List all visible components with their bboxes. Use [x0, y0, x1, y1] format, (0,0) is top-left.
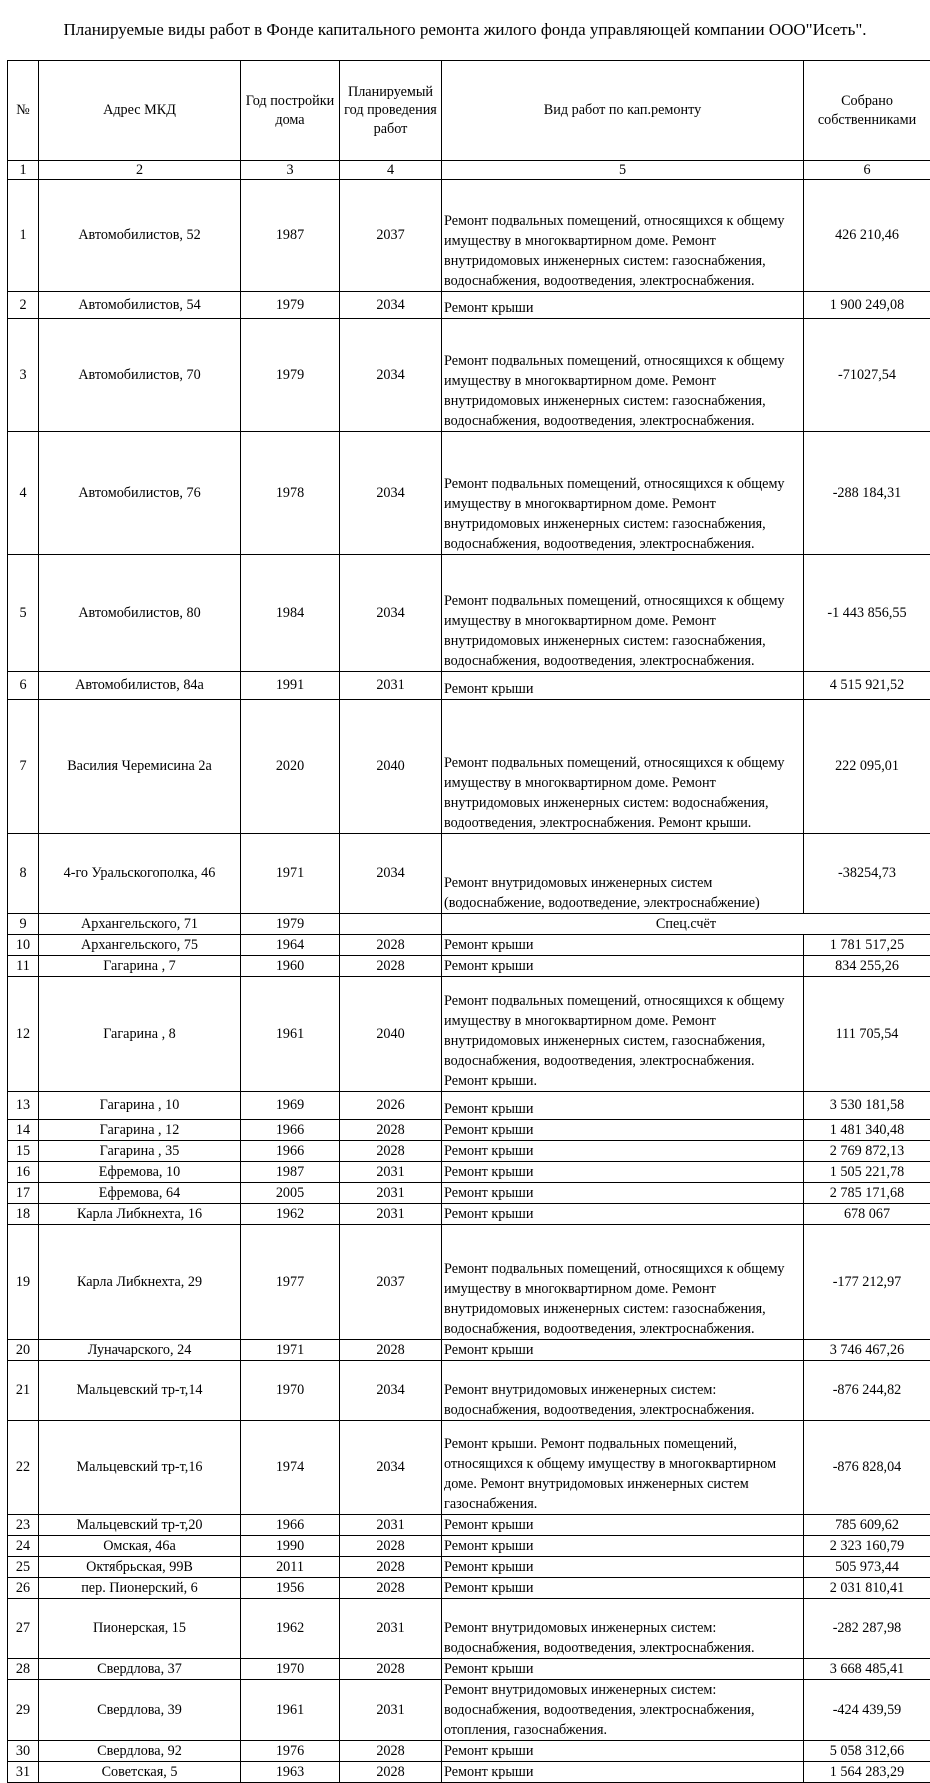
row-number: 1: [8, 180, 39, 292]
header-collected: Собрано собственниками: [804, 61, 930, 161]
column-number: 6: [804, 161, 930, 180]
collected-sum-cell: 4 515 921,52: [804, 672, 930, 700]
row-number: 18: [8, 1204, 39, 1225]
row-number: 11: [8, 956, 39, 977]
address-cell: Архангельского, 75: [39, 935, 241, 956]
work-type-cell: Ремонт крыши: [442, 1092, 804, 1120]
planned-year-cell: 2034: [340, 432, 442, 555]
work-type-cell: Ремонт крыши: [442, 1204, 804, 1225]
address-cell: Карла Либкнехта, 16: [39, 1204, 241, 1225]
planned-year-cell: 2034: [340, 292, 442, 319]
table-row: [8, 1120, 930, 1141]
row-number: 10: [8, 935, 39, 956]
table-row: [8, 180, 930, 292]
address-cell: пер. Пионерский, 6: [39, 1578, 241, 1599]
planned-year-cell: [340, 914, 442, 935]
collected-sum-cell: 2 769 872,13: [804, 1141, 930, 1162]
work-type-cell: Ремонт внутридомовых инженерных систем: водоснабжения, водоотведения, электроснабжения.: [442, 1361, 804, 1421]
address-cell: Мальцевский тр-т,16: [39, 1421, 241, 1515]
planned-year-cell: 2028: [340, 1578, 442, 1599]
table-row: [8, 1225, 930, 1340]
row-number: 23: [8, 1515, 39, 1536]
planned-year-cell: 2031: [340, 1183, 442, 1204]
year-built-cell: 1984: [241, 555, 340, 672]
table-row: [8, 1557, 930, 1578]
address-cell: Архангельского, 71: [39, 914, 241, 935]
table-row: [8, 977, 930, 1092]
planned-year-cell: 2040: [340, 977, 442, 1092]
work-type-cell: Ремонт крыши: [442, 1557, 804, 1578]
row-number: 21: [8, 1361, 39, 1421]
row-number: 28: [8, 1659, 39, 1680]
work-type-cell: Ремонт подвальных помещений, относящихся к общему имуществу в многоквартирном доме. Ремонт внутридомовых инженерных систем: водоснабжения, водоотведения, электроснабжения. Ремонт крыши.: [442, 700, 804, 834]
work-type-cell: Ремонт крыши: [442, 1162, 804, 1183]
work-type-cell: Ремонт подвальных помещений, относящихся к общему имуществу в многоквартирном доме. Ремонт внутридомовых инженерных систем: газоснабжения, водоснабжения, водоотведения, электроснабжения.: [442, 319, 804, 432]
header-row: [8, 61, 930, 161]
collected-sum-cell: -282 287,98: [804, 1599, 930, 1659]
collected-sum-cell: -876 828,04: [804, 1421, 930, 1515]
column-number-row: [8, 161, 930, 180]
planned-year-cell: 2031: [340, 1599, 442, 1659]
table-row: [8, 432, 930, 555]
work-type-cell: Ремонт подвальных помещений, относящихся к общему имуществу в многоквартирном доме. Ремонт внутридомовых инженерных систем: газоснабжения, водоснабжения, водоотведения, электроснабжения.: [442, 180, 804, 292]
address-cell: Автомобилистов, 84а: [39, 672, 241, 700]
address-cell: Свердлова, 39: [39, 1680, 241, 1741]
column-number: 5: [442, 161, 804, 180]
address-cell: Советская, 5: [39, 1762, 241, 1783]
address-cell: Гагарина , 12: [39, 1120, 241, 1141]
planned-year-cell: 2028: [340, 1762, 442, 1783]
table-row: [8, 1092, 930, 1120]
row-number: 16: [8, 1162, 39, 1183]
address-cell: 4-го Уральскогополка, 46: [39, 834, 241, 914]
collected-sum-cell: -1 443 856,55: [804, 555, 930, 672]
year-built-cell: 1956: [241, 1578, 340, 1599]
planned-year-cell: 2034: [340, 1361, 442, 1421]
year-built-cell: 1960: [241, 956, 340, 977]
table-row: [8, 1599, 930, 1659]
planned-year-cell: 2026: [340, 1092, 442, 1120]
row-number: 2: [8, 292, 39, 319]
address-cell: Гагарина , 10: [39, 1092, 241, 1120]
planned-year-cell: 2031: [340, 1515, 442, 1536]
collected-sum-cell: -71027,54: [804, 319, 930, 432]
row-number: 29: [8, 1680, 39, 1741]
collected-sum-cell: 1 505 221,78: [804, 1162, 930, 1183]
work-type-cell: Ремонт крыши. Ремонт подвальных помещений, относящихся к общему имуществу в многоквартирном доме. Ремонт внутридомовых инженерных систем газоснабжения.: [442, 1421, 804, 1515]
collected-sum-cell: 222 095,01: [804, 700, 930, 834]
column-number: 2: [39, 161, 241, 180]
year-built-cell: 1979: [241, 292, 340, 319]
address-cell: Гагарина , 7: [39, 956, 241, 977]
work-type-cell: Ремонт крыши: [442, 1659, 804, 1680]
year-built-cell: 1977: [241, 1225, 340, 1340]
year-built-cell: 1961: [241, 977, 340, 1092]
table-row: [8, 1515, 930, 1536]
row-number: 9: [8, 914, 39, 935]
collected-sum-cell: 1 481 340,48: [804, 1120, 930, 1141]
row-number: 25: [8, 1557, 39, 1578]
header-planned-year: Планируемый год проведения работ: [340, 61, 442, 161]
address-cell: Мальцевский тр-т,14: [39, 1361, 241, 1421]
work-type-cell: Ремонт крыши: [442, 956, 804, 977]
address-cell: Карла Либкнехта, 29: [39, 1225, 241, 1340]
collected-sum-cell: -424 439,59: [804, 1680, 930, 1741]
table-row: [8, 1183, 930, 1204]
table-row: [8, 1741, 930, 1762]
address-cell: Мальцевский тр-т,20: [39, 1515, 241, 1536]
work-type-cell: Ремонт крыши: [442, 1183, 804, 1204]
address-cell: Ефремова, 10: [39, 1162, 241, 1183]
address-cell: Луначарского, 24: [39, 1340, 241, 1361]
year-built-cell: 1990: [241, 1536, 340, 1557]
table-row: [8, 1659, 930, 1680]
row-number: 20: [8, 1340, 39, 1361]
year-built-cell: 1971: [241, 834, 340, 914]
column-number: 3: [241, 161, 340, 180]
collected-sum-cell: 3 668 485,41: [804, 1659, 930, 1680]
address-cell: Пионерская, 15: [39, 1599, 241, 1659]
planned-year-cell: 2028: [340, 935, 442, 956]
row-number: 14: [8, 1120, 39, 1141]
table-row: [8, 1578, 930, 1599]
year-built-cell: 1970: [241, 1659, 340, 1680]
work-type-cell: Ремонт крыши: [442, 672, 804, 700]
planned-year-cell: 2028: [340, 1741, 442, 1762]
table-row: [8, 1361, 930, 1421]
year-built-cell: 1970: [241, 1361, 340, 1421]
work-type-cell: Спец.счёт: [442, 914, 930, 935]
planned-year-cell: 2028: [340, 1120, 442, 1141]
table-row: [8, 1421, 930, 1515]
year-built-cell: 1962: [241, 1599, 340, 1659]
planned-year-cell: 2031: [340, 1204, 442, 1225]
table-row: [8, 834, 930, 914]
work-type-cell: Ремонт внутридомовых инженерных систем (водоснабжение, водоотведение, электроснабжение): [442, 834, 804, 914]
year-built-cell: 1966: [241, 1515, 340, 1536]
table-row: [8, 292, 930, 319]
row-number: 8: [8, 834, 39, 914]
collected-sum-cell: 2 031 810,41: [804, 1578, 930, 1599]
address-cell: Ефремова, 64: [39, 1183, 241, 1204]
row-number: 4: [8, 432, 39, 555]
collected-sum-cell: -177 212,97: [804, 1225, 930, 1340]
address-cell: Гагарина , 8: [39, 977, 241, 1092]
row-number: 19: [8, 1225, 39, 1340]
row-number: 26: [8, 1578, 39, 1599]
header-year-built: Год постройки дома: [241, 61, 340, 161]
planned-year-cell: 2037: [340, 180, 442, 292]
table-row: [8, 1340, 930, 1361]
collected-sum-cell: 1 564 283,29: [804, 1762, 930, 1783]
planned-year-cell: 2028: [340, 1536, 442, 1557]
planned-year-cell: 2028: [340, 956, 442, 977]
year-built-cell: 1979: [241, 914, 340, 935]
collected-sum-cell: 2 785 171,68: [804, 1183, 930, 1204]
year-built-cell: 1961: [241, 1680, 340, 1741]
header-no: №: [8, 61, 39, 161]
work-type-cell: Ремонт крыши: [442, 935, 804, 956]
work-type-cell: Ремонт подвальных помещений, относящихся к общему имуществу в многоквартирном доме. Ремонт внутридомовых инженерных систем: газоснабжения, водоснабжения, водоотведения, электроснабжения.: [442, 1225, 804, 1340]
header-address: Адрес МКД: [39, 61, 241, 161]
collected-sum-cell: -876 244,82: [804, 1361, 930, 1421]
year-built-cell: 1964: [241, 935, 340, 956]
work-type-cell: Ремонт внутридомовых инженерных систем: водоснабжения, водоотведения, электроснабжения, отопления, газоснабжения.: [442, 1680, 804, 1741]
collected-sum-cell: 2 323 160,79: [804, 1536, 930, 1557]
address-cell: Автомобилистов, 70: [39, 319, 241, 432]
work-type-cell: Ремонт подвальных помещений, относящихся к общему имуществу в многоквартирном доме. Ремонт внутридомовых инженерных систем, газоснабжения, водоснабжения, водоотведения, электроснабжения. Ремонт крыши.: [442, 977, 804, 1092]
year-built-cell: 1966: [241, 1141, 340, 1162]
address-cell: Автомобилистов, 76: [39, 432, 241, 555]
row-number: 15: [8, 1141, 39, 1162]
collected-sum-cell: 426 210,46: [804, 180, 930, 292]
work-type-cell: Ремонт подвальных помещений, относящихся к общему имуществу в многоквартирном доме. Ремонт внутридомовых инженерных систем: газоснабжения, водоснабжения, водоотведения, электроснабжения.: [442, 432, 804, 555]
address-cell: Автомобилистов, 52: [39, 180, 241, 292]
table-row: [8, 319, 930, 432]
table-row: [8, 700, 930, 834]
year-built-cell: 1978: [241, 432, 340, 555]
table-row: [8, 914, 930, 935]
year-built-cell: 1963: [241, 1762, 340, 1783]
row-number: 22: [8, 1421, 39, 1515]
work-type-cell: Ремонт крыши: [442, 1340, 804, 1361]
year-built-cell: 1987: [241, 180, 340, 292]
column-number: 1: [8, 161, 39, 180]
year-built-cell: 1969: [241, 1092, 340, 1120]
row-number: 27: [8, 1599, 39, 1659]
planned-year-cell: 2037: [340, 1225, 442, 1340]
table-row: [8, 956, 930, 977]
address-cell: Автомобилистов, 54: [39, 292, 241, 319]
header-work-type: Вид работ по кап.ремонту: [442, 61, 804, 161]
year-built-cell: 1962: [241, 1204, 340, 1225]
planned-year-cell: 2028: [340, 1557, 442, 1578]
year-built-cell: 1979: [241, 319, 340, 432]
work-type-cell: Ремонт крыши: [442, 1762, 804, 1783]
planned-year-cell: 2031: [340, 1162, 442, 1183]
row-number: 24: [8, 1536, 39, 1557]
collected-sum-cell: 1 900 249,08: [804, 292, 930, 319]
table-row: [8, 555, 930, 672]
table-row: [8, 1762, 930, 1783]
collected-sum-cell: 5 058 312,66: [804, 1741, 930, 1762]
table-row: [8, 1141, 930, 1162]
table-row: [8, 1204, 930, 1225]
year-built-cell: 2020: [241, 700, 340, 834]
table-row: [8, 672, 930, 700]
address-cell: Василия Черемисина 2а: [39, 700, 241, 834]
address-cell: Омская, 46а: [39, 1536, 241, 1557]
work-type-cell: Ремонт крыши: [442, 292, 804, 319]
planned-year-cell: 2034: [340, 1421, 442, 1515]
row-number: 3: [8, 319, 39, 432]
address-cell: Автомобилистов, 80: [39, 555, 241, 672]
address-cell: Свердлова, 37: [39, 1659, 241, 1680]
work-type-cell: Ремонт крыши: [442, 1536, 804, 1557]
planned-year-cell: 2028: [340, 1340, 442, 1361]
row-number: 30: [8, 1741, 39, 1762]
table-row: [8, 1162, 930, 1183]
address-cell: Октябрьская, 99В: [39, 1557, 241, 1578]
planned-year-cell: 2031: [340, 672, 442, 700]
row-number: 31: [8, 1762, 39, 1783]
collected-sum-cell: 111 705,54: [804, 977, 930, 1092]
year-built-cell: 1976: [241, 1741, 340, 1762]
collected-sum-cell: 3 746 467,26: [804, 1340, 930, 1361]
work-type-cell: Ремонт крыши: [442, 1741, 804, 1762]
work-type-cell: Ремонт крыши: [442, 1141, 804, 1162]
document-title: Планируемые виды работ в Фонде капитального ремонта жилого фонда управляющей компании ООО"Исеть".: [0, 18, 930, 42]
collected-sum-cell: -288 184,31: [804, 432, 930, 555]
collected-sum-cell: 505 973,44: [804, 1557, 930, 1578]
work-type-cell: Ремонт подвальных помещений, относящихся к общему имуществу в многоквартирном доме. Ремонт внутридомовых инженерных систем: газоснабжения, водоснабжения, водоотведения, электроснабжения.: [442, 555, 804, 672]
planned-year-cell: 2028: [340, 1659, 442, 1680]
work-type-cell: Ремонт крыши: [442, 1120, 804, 1141]
work-type-cell: Ремонт крыши: [442, 1578, 804, 1599]
year-built-cell: 1974: [241, 1421, 340, 1515]
column-number: 4: [340, 161, 442, 180]
collected-sum-cell: 834 255,26: [804, 956, 930, 977]
row-number: 6: [8, 672, 39, 700]
planned-year-cell: 2034: [340, 834, 442, 914]
work-type-cell: Ремонт крыши: [442, 1515, 804, 1536]
year-built-cell: 1971: [241, 1340, 340, 1361]
collected-sum-cell: 678 067: [804, 1204, 930, 1225]
address-cell: Гагарина , 35: [39, 1141, 241, 1162]
collected-sum-cell: 785 609,62: [804, 1515, 930, 1536]
table-row: [8, 1536, 930, 1557]
work-type-cell: Ремонт внутридомовых инженерных систем: водоснабжения, водоотведения, электроснабжения.: [442, 1599, 804, 1659]
row-number: 12: [8, 977, 39, 1092]
row-number: 7: [8, 700, 39, 834]
year-built-cell: 2011: [241, 1557, 340, 1578]
year-built-cell: 2005: [241, 1183, 340, 1204]
address-cell: Свердлова, 92: [39, 1741, 241, 1762]
year-built-cell: 1991: [241, 672, 340, 700]
year-built-cell: 1966: [241, 1120, 340, 1141]
row-number: 5: [8, 555, 39, 672]
planned-year-cell: 2040: [340, 700, 442, 834]
table-row: [8, 935, 930, 956]
repair-plan-table: [7, 60, 930, 1783]
year-built-cell: 1987: [241, 1162, 340, 1183]
planned-year-cell: 2031: [340, 1680, 442, 1741]
row-number: 13: [8, 1092, 39, 1120]
planned-year-cell: 2034: [340, 555, 442, 672]
collected-sum-cell: 3 530 181,58: [804, 1092, 930, 1120]
planned-year-cell: 2028: [340, 1141, 442, 1162]
collected-sum-cell: 1 781 517,25: [804, 935, 930, 956]
table-row: [8, 1680, 930, 1741]
row-number: 17: [8, 1183, 39, 1204]
collected-sum-cell: -38254,73: [804, 834, 930, 914]
planned-year-cell: 2034: [340, 319, 442, 432]
